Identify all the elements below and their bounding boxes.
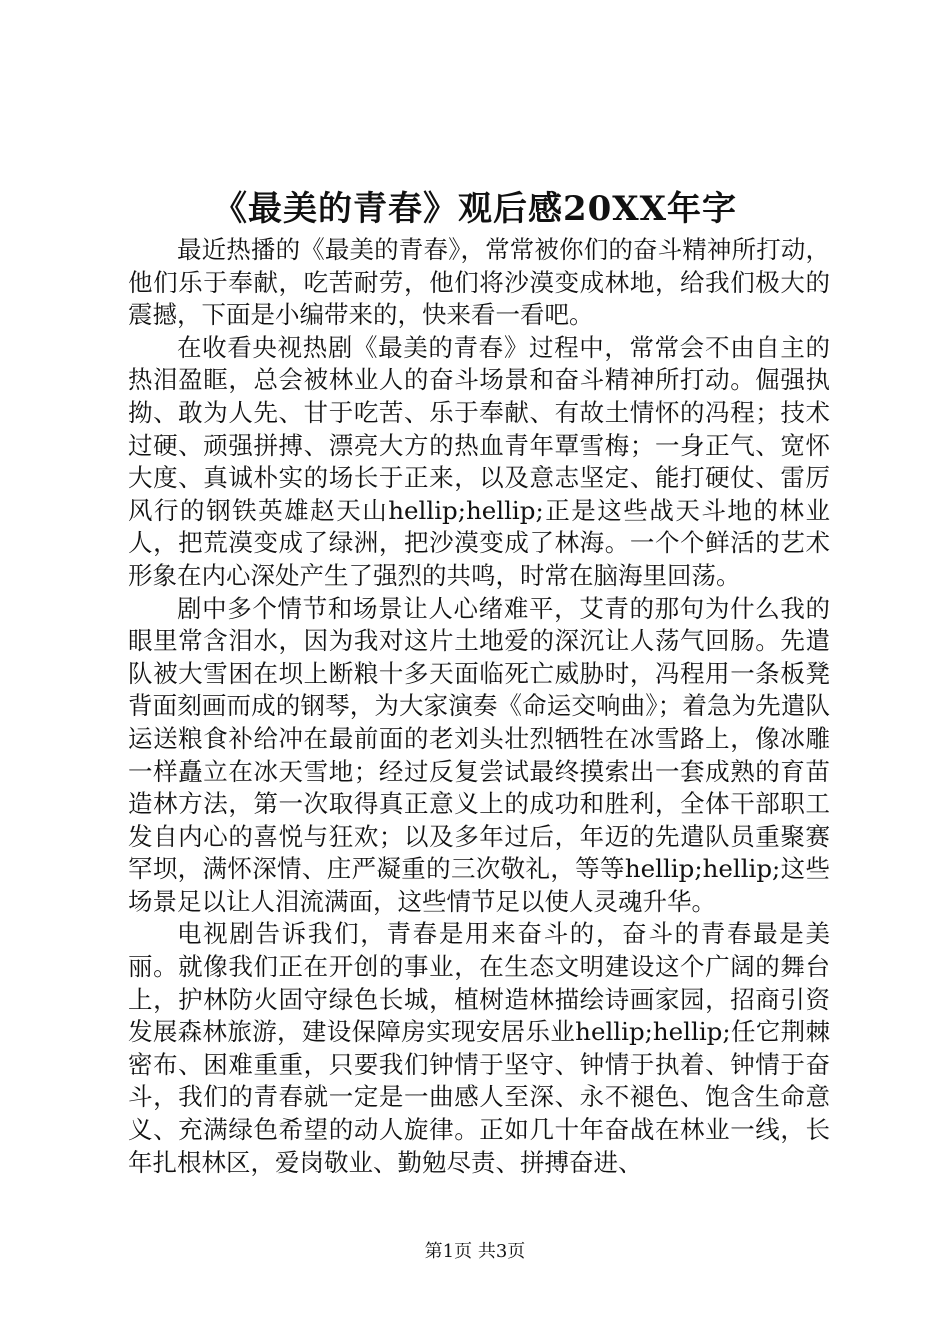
paragraph-intro: 最近热播的《最美的青春》，常常被你们的奋斗精神所打动，他们乐于奉献，吃苦耐劳，他们将沙漠变成林地，给我们极大的震撼，下面是小编带来的，快来看一看吧。 — [128, 235, 830, 330]
document-title: 《最美的青春》观后感20XX年字 — [212, 189, 738, 229]
paragraph-characters: 在收看央视热剧《最美的青春》过程中，常常会不由自主的热泪盈眶，总会被林业人的奋斗场景和奋斗精神所打动。倔强执拗、敢为人先、甘于吃苦、乐于奉献、有故土情怀的冯程；技术过硬、顽强拼搏、漂亮大方的热血青年覃雪梅；一身正气、宽怀大度、真诚朴实的场长于正来，以及意志坚定、能打硬仗、雷厉风行的钢铁英雄赵天山hellip;hellip;正是这些战天斗地的林业人，把荒漠变成了绿洲，把沙漠变成了林海。一个个鲜活的艺术形象在内心深处产生了强烈的共鸣，时常在脑海里回荡。 — [128, 332, 830, 590]
paragraph-scenes: 剧中多个情节和场景让人心绪难平，艾青的那句为什么我的眼里常含泪水，因为我对这片土地爱的深沉让人荡气回肠。先遣队被大雪困在坝上断粮十多天面临死亡威胁时，冯程用一条板凳背面刻画而成的钢琴，为大家演奏《命运交响曲》；着急为先遣队运送粮食补给冲在最前面的老刘头壮烈牺牲在冰雪路上，像冰雕一样矗立在冰天雪地；经过反复尝试最终摸索出一套成熟的育苗造林方法，第一次取得真正意义上的成功和胜利，全体干部职工发自内心的喜悦与狂欢；以及多年过后，年迈的先遣队员重聚赛罕坝，满怀深情、庄严凝重的三次敬礼，等等hellip;hellip;这些场景足以让人泪流满面，这些情节足以使人灵魂升华。 — [128, 593, 830, 916]
document-body — [128, 234, 830, 1179]
page-number-footer: 第1页 共3页 — [424, 1241, 526, 1262]
paragraph-youth: 电视剧告诉我们，青春是用来奋斗的，奋斗的青春最是美丽。就像我们正在开创的事业，在生态文明建设这个广阔的舞台上，护林防火固守绿色长城，植树造林描绘诗画家园，招商引资发展森林旅游，建设保障房实现安居乐业hellip;hellip;任它荆棘密布、困难重重，只要我们钟情于坚守、钟情于执着、钟情于奋斗，我们的青春就一定是一曲感人至深、永不褪色、饱含生命意义、充满绿色希望的动人旋律。正如几十年奋战在林业一线，长年扎根林区，爱岗敬业、勤勉尽责、拼搏奋进、 — [128, 919, 830, 1177]
